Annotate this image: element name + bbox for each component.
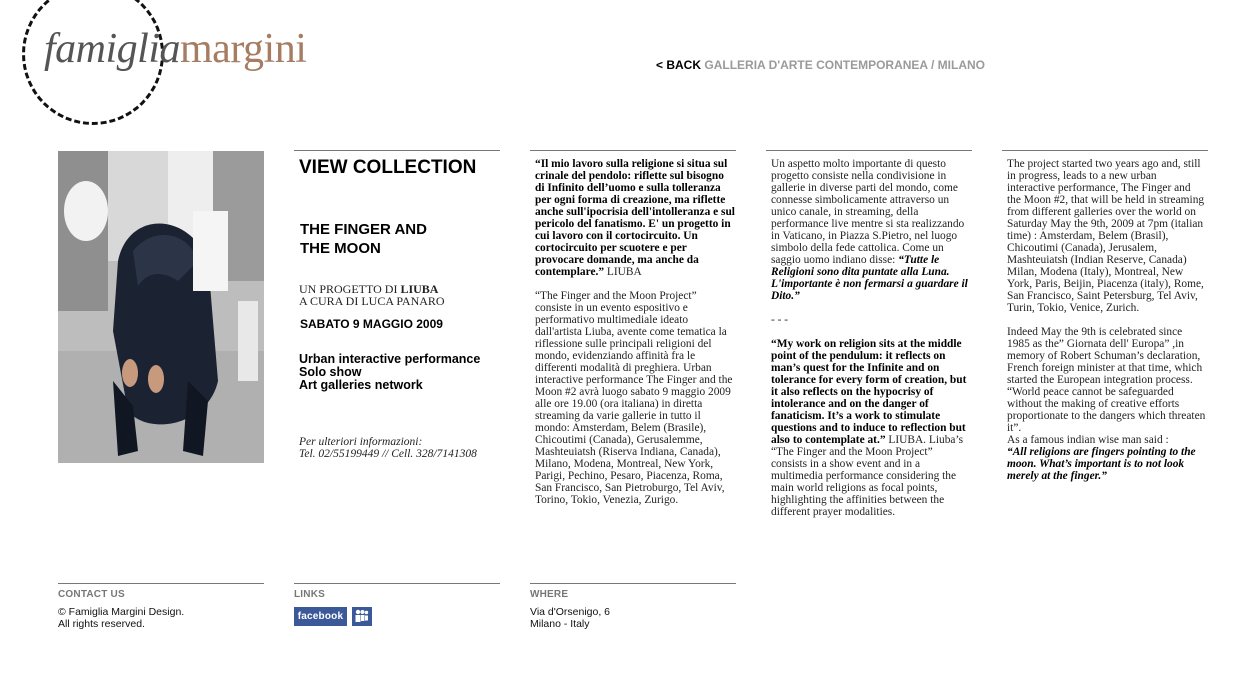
artist-quote-en bbox=[771, 338, 971, 518]
breadcrumb[interactable]: GALLERIA D'ARTE CONTEMPORANEA / MILANO bbox=[704, 58, 985, 72]
exhibition-title-line2: THE MOON bbox=[300, 240, 381, 257]
artist-quote-it-text: “Il mio lavoro sulla religione si situa sul crinale del pendolo: riflette sul bisogno di Infinito dell’uomo e sulla tolleranza per ogni forma di creazione, ma riflette anche sull'ipocrisia dell'intolleranza e sul pericolo del fanatismo. E' un progetto in cui lavoro con il cortocircuito. Un cortocircuito per scuotere e per provocare domande, ma anche da contemplare.” bbox=[535, 158, 735, 278]
curated-by-line: A CURA DI LUCA PANARO bbox=[299, 294, 445, 308]
footer-links bbox=[294, 583, 500, 622]
view-collection-heading[interactable]: VIEW COLLECTION bbox=[299, 157, 477, 178]
europe-day-en: Indeed May the 9th is celebrated since 1985 as the” Giornata dell' Europa” ,in memory of Robert Schuman’s declaration, French foreign minister at that time, which started the European integration process. “World peace cannot be safeguarded without the making of creative efforts proportionate to the dangers which threaten it”. bbox=[1007, 326, 1206, 434]
column-2-text bbox=[535, 158, 735, 518]
back-link[interactable]: < BACK bbox=[656, 58, 702, 72]
event-type-solo-show: Solo show bbox=[299, 365, 362, 379]
indian-quote-en: “All religions are fingers pointing to the moon. What’s important is to not look merely at the finger.” bbox=[1007, 446, 1196, 482]
address-street: Via d'Orsenigo, 6 bbox=[530, 606, 611, 618]
photo-illustration bbox=[58, 151, 264, 463]
project-description-it: “The Finger and the Moon Project” consiste in un evento espositivo e performativo multimediale ideato dall'artista Liuba, avente come tematica la riflessione sulle principali religioni del mondo, evidenziando affinità fra le differenti modalità di preghiera. Urban interactive performance The Finger and the Moon #2 avrà luogo sabato 9 maggio 2009 alle ore 19.00 (ora italiana) in diretta streaming da varie gallerie in tutto il mondo: Amsterdam, Belem (Brasile), Chicoutimi (Canada), Gerusalemme, Mashteuiatsh (Riserva Indiana, Canada), Milano, Modena, Montreal, New York, Parigi, Pechino, Pesaro, Piacenza, Roma, San Francisco, San Pietroburgo, Tel Aviv, Torino, Tokio, Venezia, Zurigo. bbox=[535, 290, 733, 506]
event-type-performance: Urban interactive performance bbox=[299, 352, 481, 366]
indian-quote-it: “Tutte le Religioni sono dita puntate alla Luna. L'importante è non fermarsi a guardare il Dito.” bbox=[771, 254, 968, 302]
footer-where bbox=[530, 583, 736, 630]
project-start-en: The project started two years ago and, still in progress, leads to a new urban interactive performance, The Finger and the Moon #2, that will be held in streaming from different galleries over the world on Saturday May the 9th, 2009 at 7pm (italian time) : Amsterdam, Belem (Brasil), Chicoutimi (Canada), Jerusalem, Mashteuiatsh (Indian Reserve, Canada) Milan, Modena (Italy), Montreal, New York, Paris, Beijin, Piacenza (italy), Rome, San Francisco, Saint Petersburg, Tel Aviv, Turin, Tokio, Venice, Zurich. bbox=[1007, 158, 1205, 314]
where-title: WHERE bbox=[530, 589, 569, 600]
separator: - - - bbox=[771, 314, 789, 326]
site-logo[interactable] bbox=[44, 28, 306, 70]
project-description-en: LIUBA. Liuba’s “The Finger and the Moon Project” consists in a show event and in a multimedia performance considering the main world religions as focal points, highlighting the affinities between the different prayer modalities. bbox=[771, 434, 964, 518]
hooded-figure-photo bbox=[58, 151, 264, 463]
quote-author: LIUBA bbox=[604, 266, 642, 278]
logo-word-famiglia: famiglia bbox=[44, 26, 181, 72]
copyright-line2: All rights reserved. bbox=[58, 618, 145, 630]
project-artist: LIUBA bbox=[400, 282, 439, 296]
indian-saying-intro: As a famous indian wise man said : bbox=[1007, 434, 1169, 446]
exhibition-title-line1: THE FINGER AND bbox=[300, 221, 427, 238]
copyright bbox=[58, 606, 264, 630]
phone-numbers: Tel. 02/55199449 // Cell. 328/7141308 bbox=[299, 448, 477, 460]
streaming-description-it bbox=[771, 158, 971, 302]
column-3-text bbox=[771, 158, 971, 530]
collection-info-column bbox=[294, 150, 500, 470]
myspace-glyph bbox=[352, 607, 372, 626]
exhibition-title bbox=[300, 220, 480, 258]
logo-word-margini: margini bbox=[180, 26, 307, 72]
top-navigation bbox=[656, 58, 985, 72]
mixed-text-column bbox=[766, 150, 972, 518]
address bbox=[530, 606, 736, 630]
copyright-line1: © Famiglia Margini Design. bbox=[58, 606, 185, 618]
footer-contact bbox=[58, 583, 264, 630]
column-4-text bbox=[1007, 158, 1207, 494]
artist-quote-it bbox=[535, 158, 735, 278]
more-info bbox=[299, 436, 477, 460]
event-date: SABATO 9 MAGGIO 2009 bbox=[300, 317, 443, 331]
facebook-button[interactable]: facebook bbox=[294, 607, 347, 626]
links-title: LINKS bbox=[294, 589, 325, 600]
artist-quote-en-text: “My work on religion sits at the middle point of the pendulum: it reflects on man’s quest for the Infinite and on tolerance for every form of creation, but it also reflects on the hypocrisy of intolerance and on the danger of fanaticism. It’s a work to stimulate questions and to induce to reflection but also to contemplate at.” bbox=[771, 338, 967, 446]
address-city: Milano - Italy bbox=[530, 618, 590, 630]
more-info-label: Per ulteriori informazioni: bbox=[299, 436, 423, 448]
myspace-icon[interactable] bbox=[352, 607, 372, 626]
contact-title[interactable]: CONTACT US bbox=[58, 589, 125, 600]
project-prefix: UN PROGETTO DI bbox=[299, 282, 401, 296]
english-text-column bbox=[1002, 150, 1208, 482]
event-types bbox=[299, 353, 480, 392]
italian-text-column bbox=[530, 150, 736, 506]
streaming-text-it: Un aspetto molto importante di questo progetto consiste nella condivisione in gallerie in diverse parti del mondo, come connesse simbolicamente attraverso un unico canale, in streaming, della performance live mentre si sta realizzando in Vaticano, in Piazza S.Pietro, nel luogo simbolo della fede cattolica. Come un saggio uomo indiano disse: bbox=[771, 158, 965, 266]
event-type-network: Art galleries network bbox=[299, 378, 423, 392]
